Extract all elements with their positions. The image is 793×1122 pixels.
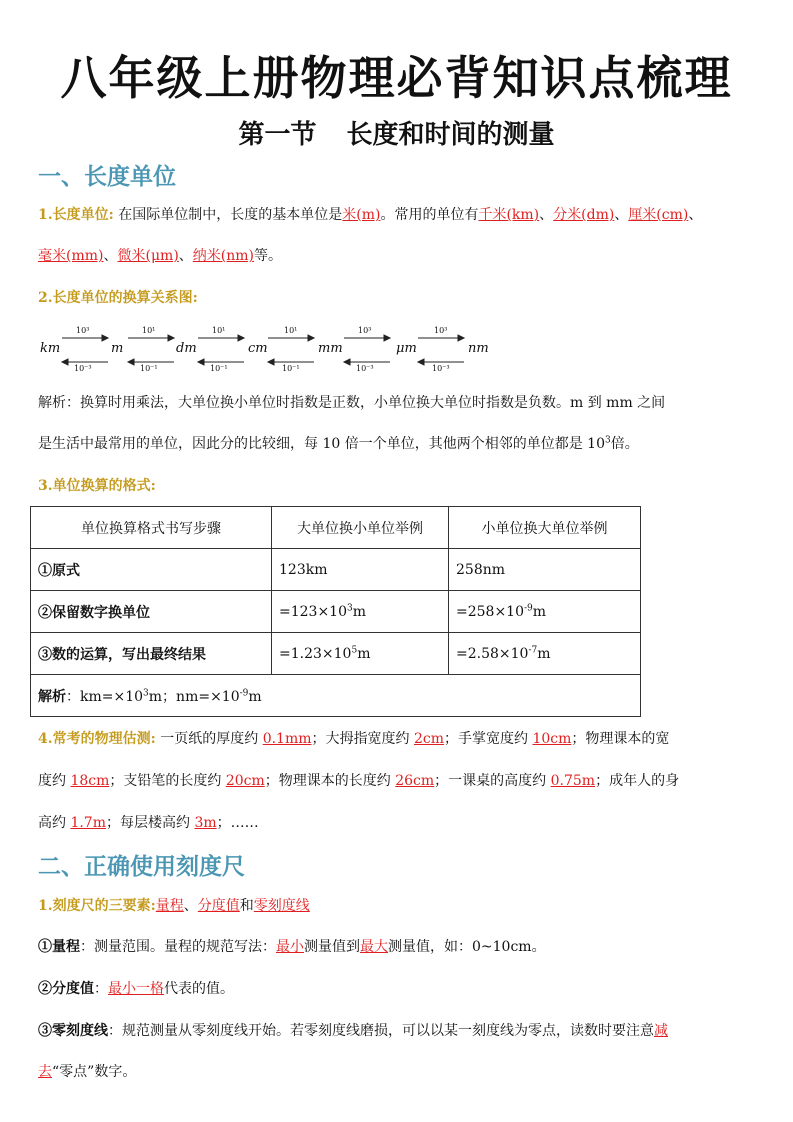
- arrowhead-left: [128, 359, 134, 365]
- unit-cm: 厘米(cm): [628, 207, 689, 223]
- unit-label: dm: [176, 341, 197, 356]
- label-length-units: 1.长度单位:: [38, 207, 114, 223]
- estimate-value: 10cm: [532, 731, 572, 747]
- separator: 、: [539, 207, 554, 223]
- unit-um: 微米(μm): [117, 248, 179, 264]
- table-cell-big: [272, 591, 449, 633]
- table-cell-step: ①原式: [31, 549, 272, 591]
- estimate-value: 0.1mm: [262, 731, 312, 747]
- unit-dm: 分米(dm): [553, 207, 615, 223]
- unit-mm: 毫米(mm): [38, 248, 104, 264]
- text: 是生活中最常用的单位，因此分的比较细，每 10 倍一个单位，其他两个相邻的单位都是 10: [38, 436, 605, 452]
- range-min: 最小: [276, 939, 304, 955]
- conversion-table: [30, 506, 641, 717]
- table-header-row: [31, 507, 641, 549]
- unit-label: km: [40, 341, 61, 356]
- estimate-value: 0.75m: [550, 773, 596, 789]
- down-exponent: 10⁻³: [432, 364, 450, 373]
- value-unit: m: [537, 645, 551, 662]
- up-exponent: 10¹: [284, 326, 298, 335]
- text: 倍。: [610, 436, 639, 452]
- text: ：规范测量从零刻度线开始。若零刻度线磨损，可以以某一刻度线为零点，读数时要注意: [108, 1023, 654, 1039]
- conversion-diagram: [38, 322, 498, 378]
- text: ；支铅笔的长度约: [109, 773, 226, 789]
- label-conversion-format: 3.单位换算的格式:: [38, 478, 156, 494]
- table-cell-step: ③数的运算，写出最终结果: [31, 633, 272, 675]
- text: ；成年人的身: [595, 773, 680, 789]
- table-row: [31, 549, 641, 591]
- table-row: [31, 591, 641, 633]
- element-range: 量程: [155, 898, 184, 914]
- separator: 、: [103, 248, 118, 264]
- unit-label: m: [111, 341, 124, 356]
- text: 等。: [254, 248, 283, 264]
- estimates-line-2: [38, 771, 758, 791]
- superscript: -9: [239, 687, 249, 698]
- text: 。常用的单位有: [380, 207, 479, 223]
- estimate-value: 20cm: [225, 773, 265, 789]
- value-unit: m: [532, 603, 547, 620]
- down-exponent: 10⁻³: [74, 364, 92, 373]
- text: 一页纸的厚度约: [155, 731, 263, 747]
- heading-ruler-usage: 二、正确使用刻度尺: [38, 854, 245, 880]
- text: ：: [94, 981, 108, 997]
- separator: 、: [178, 248, 193, 264]
- table-cell-big: [272, 633, 449, 675]
- label-estimates: 4.常考的物理估测:: [38, 731, 156, 747]
- superscript: 3: [347, 602, 353, 613]
- arrowhead-left: [418, 359, 424, 365]
- division-line: [38, 979, 758, 999]
- estimate-value: 3m: [194, 815, 217, 831]
- separator: 、: [688, 207, 703, 223]
- value: =2.58×10: [456, 645, 529, 662]
- value: =1.23×10: [279, 645, 352, 662]
- text: ；每层楼高约: [106, 815, 195, 831]
- value: 258nm: [456, 561, 506, 578]
- estimate-value: 2cm: [413, 731, 445, 747]
- down-exponent: 10⁻¹: [282, 364, 300, 373]
- text: ：km=×10: [66, 688, 144, 705]
- range-max: 最大: [360, 939, 388, 955]
- separator: 、: [183, 898, 198, 914]
- section-name: 长度和时间的测量: [346, 120, 555, 150]
- text: 高约: [38, 815, 71, 831]
- analysis-line-2: [38, 434, 758, 454]
- text: ；一课桌的高度约: [434, 773, 551, 789]
- text: 和: [239, 898, 254, 914]
- text: ；……: [216, 815, 259, 831]
- ruler-elements-line: [38, 896, 758, 916]
- estimate-value: 1.7m: [70, 815, 106, 831]
- table-cell-big: [272, 549, 449, 591]
- heading-length-units: 一、长度单位: [38, 164, 176, 190]
- division-value: 最小一格: [108, 981, 164, 997]
- conversion-arrows: [38, 322, 498, 378]
- arrowhead-right: [168, 335, 174, 341]
- up-exponent: 10³: [76, 326, 90, 335]
- value: 123km: [279, 561, 328, 578]
- section-number: 第一节: [238, 120, 317, 150]
- arrowhead-right: [308, 335, 314, 341]
- text: ；物理课本的长度约: [264, 773, 396, 789]
- table-footer-row: [31, 675, 641, 717]
- down-exponent: 10⁻¹: [140, 364, 158, 373]
- text: “零点”数字。: [52, 1064, 137, 1080]
- arrowhead-right: [102, 335, 108, 341]
- estimate-value: 26cm: [395, 773, 435, 789]
- superscript: 5: [351, 644, 358, 655]
- unit-label: cm: [248, 341, 268, 356]
- text: 测量值到: [304, 939, 360, 955]
- zero-highlight: 减: [654, 1023, 668, 1039]
- value: =258×10: [456, 603, 524, 620]
- superscript: -7: [528, 644, 538, 655]
- text: 在国际单位制中，长度的基本单位是: [113, 207, 343, 223]
- text: m: [248, 688, 262, 705]
- table-cell-small: [449, 591, 641, 633]
- table-cell-small: [449, 633, 641, 675]
- zero-line-1: [38, 1021, 758, 1041]
- text: ；物理课本的宽: [571, 731, 670, 747]
- paragraph-length-units-cont: [38, 246, 758, 266]
- up-exponent: 10¹: [142, 326, 156, 335]
- value: =123×10: [279, 603, 347, 620]
- up-exponent: 10³: [434, 326, 448, 335]
- label-zero-line: ③零刻度线: [38, 1023, 108, 1039]
- superscript: -9: [524, 602, 533, 613]
- text: 代表的值。: [164, 981, 234, 997]
- text: ：测量范围。量程的规范写法：: [80, 939, 276, 955]
- up-exponent: 10¹: [212, 326, 226, 335]
- table-row: [31, 633, 641, 675]
- label-division: ②分度值: [38, 981, 94, 997]
- text: m；nm=×10: [148, 688, 240, 705]
- arrowhead-left: [344, 359, 350, 365]
- unit-label: nm: [468, 341, 489, 356]
- estimates-line-3: [38, 813, 758, 833]
- superscript: 3: [143, 687, 149, 698]
- arrowhead-left: [62, 359, 68, 365]
- base-unit: 米(m): [342, 207, 381, 223]
- arrowhead-right: [458, 335, 464, 341]
- text: ；手掌宽度约: [444, 731, 533, 747]
- table-header: 单位换算格式书写步骤: [31, 507, 272, 549]
- zero-highlight: 去: [38, 1064, 52, 1080]
- label-ruler-elements: 1.刻度尺的三要素:: [38, 898, 156, 914]
- footer-label: 解析: [38, 688, 66, 705]
- text: 度约: [38, 773, 71, 789]
- down-exponent: 10⁻¹: [210, 364, 228, 373]
- arrowhead-left: [198, 359, 204, 365]
- table-header: 大单位换小单位举例: [272, 507, 449, 549]
- table-cell-small: [449, 549, 641, 591]
- table-header: 小单位换大单位举例: [449, 507, 641, 549]
- element-division: 分度值: [197, 898, 240, 914]
- estimates-line-1: [38, 729, 758, 749]
- superscript: 3: [604, 435, 611, 446]
- unit-nm: 纳米(nm): [192, 248, 255, 264]
- arrowhead-right: [238, 335, 244, 341]
- table-cell-step: ②保留数字换单位: [31, 591, 272, 633]
- arrowhead-left: [268, 359, 274, 365]
- estimate-value: 18cm: [70, 773, 110, 789]
- paragraph-length-units: [38, 205, 758, 225]
- text: ；大拇指宽度约: [311, 731, 414, 747]
- page-title: 八年级上册物理必背知识点梳理: [60, 51, 733, 105]
- element-zero-line: 零刻度线: [253, 898, 310, 914]
- label-range: ①量程: [38, 939, 80, 955]
- separator: 、: [614, 207, 629, 223]
- text: 测量值，如：0~10cm。: [388, 939, 546, 955]
- up-exponent: 10³: [358, 326, 372, 335]
- section-title: [0, 114, 793, 151]
- table-footer: [31, 675, 641, 717]
- unit-label: μm: [396, 341, 417, 356]
- unit-label: mm: [318, 341, 343, 356]
- arrowhead-right: [384, 335, 390, 341]
- value-unit: m: [357, 645, 371, 662]
- analysis-line-1: 解析：换算时用乘法，大单位换小单位时指数是正数，小单位换大单位时指数是负数。m 到 mm 之间: [38, 395, 666, 411]
- label-conversion-diagram: 2.长度单位的换算关系图:: [38, 290, 198, 306]
- value-unit: m: [352, 603, 367, 620]
- down-exponent: 10⁻³: [356, 364, 374, 373]
- zero-line-2: [38, 1062, 758, 1082]
- range-line: [38, 937, 758, 957]
- unit-km: 千米(km): [478, 207, 540, 223]
